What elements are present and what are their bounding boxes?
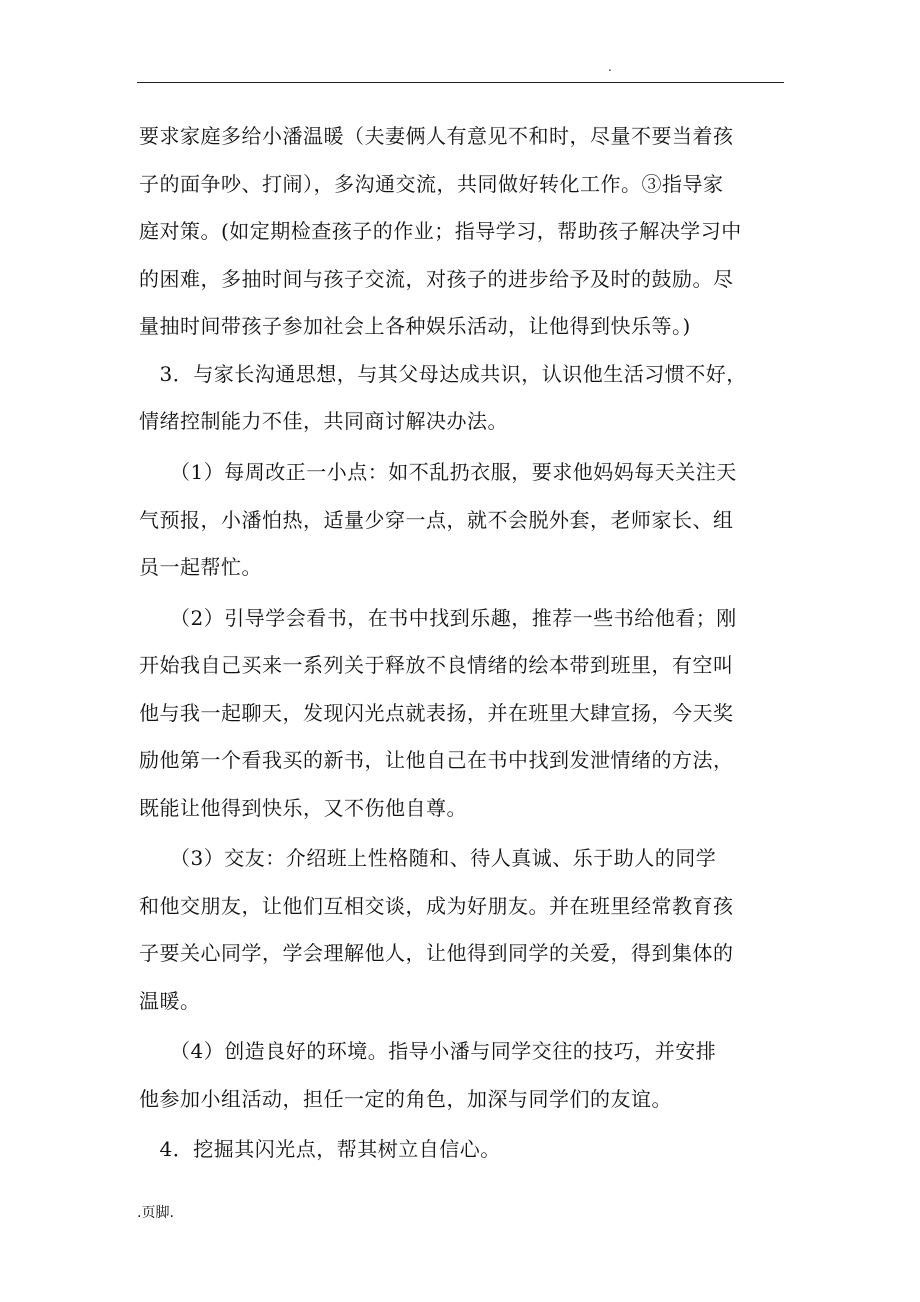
body-line: 要求家庭多给小潘温暖（夫妻俩人有意见不和时，尽量不要当着孩 bbox=[139, 124, 734, 148]
body-line: 励他第一个看我买的新书，让他自己在书中找到发泄情绪的方法， bbox=[139, 748, 734, 772]
body-line: 他与我一起聊天，发现闪光点就表扬，并在班里大肆宣扬，今天奖 bbox=[139, 701, 734, 725]
body-line: 他参加小组活动，担任一定的角色，加深与同学们的友谊。 bbox=[139, 1087, 672, 1111]
body-line: 员一起帮忙。 bbox=[139, 555, 262, 579]
body-line: （4）创造良好的环境。指导小潘与同学交往的技巧，并安排 bbox=[139, 1039, 717, 1063]
header-rule bbox=[137, 82, 784, 83]
body-line: 和他交朋友，让他们互相交谈，成为好朋友。并在班里经常教育孩 bbox=[139, 894, 734, 918]
body-line: 温暖。 bbox=[139, 989, 201, 1013]
header-mark: . bbox=[608, 60, 612, 74]
body-line: 子要关心同学，学会理解他人，让他得到同学的关爱，得到集体的 bbox=[139, 941, 734, 965]
page-footer: .页脚. bbox=[137, 1205, 174, 1221]
body-line: 气预报，小潘怕热，适量少穿一点，就不会脱外套，老师家长、组 bbox=[139, 508, 734, 532]
body-line: 子的面争吵、打闹），多沟通交流，共同做好转化工作。③指导家 bbox=[139, 172, 724, 196]
body-line: （3）交友：介绍班上性格随和、待人真诚、乐于助人的同学 bbox=[139, 846, 717, 870]
body-line: 开始我自己买来一系列关于释放不良情绪的绘本带到班里，有空叫 bbox=[139, 653, 734, 677]
body-line: 3．与家长沟通思想，与其父母达成共识，认识他生活习惯不好， bbox=[139, 362, 747, 386]
body-line: 的困难，多抽时间与孩子交流，对孩子的进步给予及时的鼓励。尽 bbox=[139, 267, 734, 291]
body-line: 情绪控制能力不佳，共同商讨解决办法。 bbox=[139, 409, 508, 433]
body-line: 4．挖掘其闪光点，帮其树立自信心。 bbox=[139, 1137, 501, 1161]
body-line: （1）每周改正一小点：如不乱扔衣服，要求他妈妈每天关注天 bbox=[139, 460, 737, 484]
body-line: 量抽时间带孩子参加社会上各种娱乐活动，让他得到快乐等。) bbox=[139, 314, 691, 338]
body-line: 庭对策。(如定期检查孩子的作业；指导学习，帮助孩子解决学习中 bbox=[139, 219, 742, 243]
body-line: 既能让他得到快乐，又不伤他自尊。 bbox=[139, 796, 467, 820]
body-line: （2）引导学会看书，在书中找到乐趣，推荐一些书给他看；刚 bbox=[139, 606, 737, 630]
